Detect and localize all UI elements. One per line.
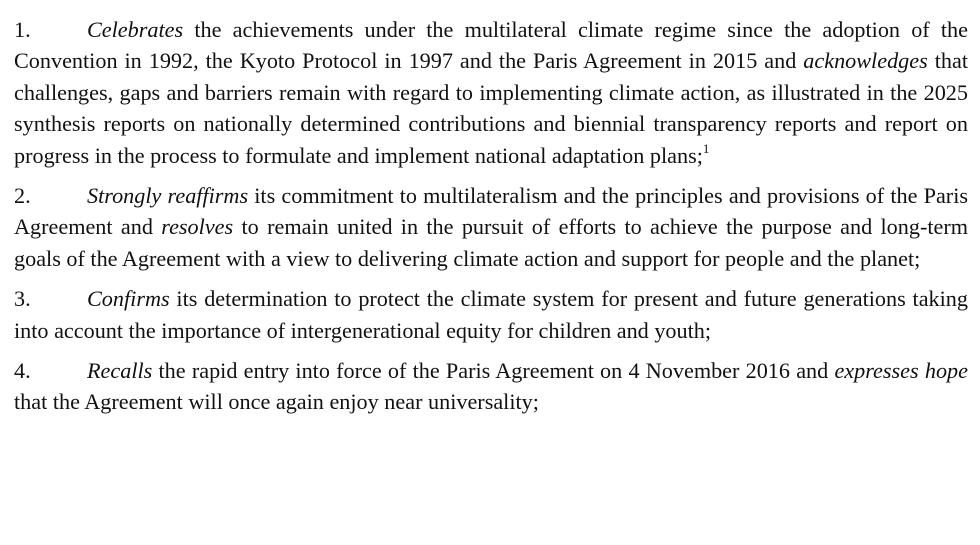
operative-verb: acknowledges (803, 48, 928, 74)
footnote-reference[interactable]: 1 (702, 141, 710, 157)
paragraph-text: that challenges, gaps and barriers remain with regard to implementing climate action, as illustrated in the 2025 synthesis reports on nationally determined contributions and biennial transparency reports and report on progress in the process to formulate and implement national adaptation plans; (14, 48, 968, 168)
operative-verb: Recalls (87, 358, 153, 384)
paragraph-4 (14, 355, 968, 418)
paragraph-number: 3. (14, 286, 31, 312)
operative-verb: Confirms (87, 286, 170, 312)
paragraph-text: its determination to protect the climate system for present and future generations taking into account the importance of intergenerational equity for children and youth; (14, 286, 968, 343)
operative-verb: Celebrates (87, 17, 184, 42)
paragraph-2 (14, 180, 968, 274)
paragraph-text: its commitment to multilateralism and the principles and provisions of the Paris Agreement and (14, 183, 968, 240)
document-body (14, 14, 968, 427)
paragraph-number: 1. (14, 17, 31, 42)
operative-verb: expresses hope (834, 358, 968, 384)
paragraph-text: the achievements under the multilateral climate regime since the adoption of the Convention in 1992, the Kyoto Protocol in 1997 and the Paris Agreement in 2015 and (14, 17, 968, 74)
paragraph-3 (14, 283, 968, 346)
operative-verb: Strongly reaffirms (87, 183, 249, 209)
paragraph-text: the rapid entry into force of the Paris Agreement on 4 November 2016 and (152, 358, 835, 384)
paragraph-1 (14, 14, 968, 171)
paragraph-number: 2. (14, 183, 31, 209)
paragraph-text: to remain united in the pursuit of efforts to achieve the purpose and long-term goals of the Agreement with a view to delivering climate action and support for people and the planet; (14, 214, 968, 271)
operative-verb: resolves (161, 214, 234, 240)
paragraph-number: 4. (14, 358, 31, 384)
paragraph-text: that the Agreement will once again enjoy near universality; (14, 389, 539, 415)
